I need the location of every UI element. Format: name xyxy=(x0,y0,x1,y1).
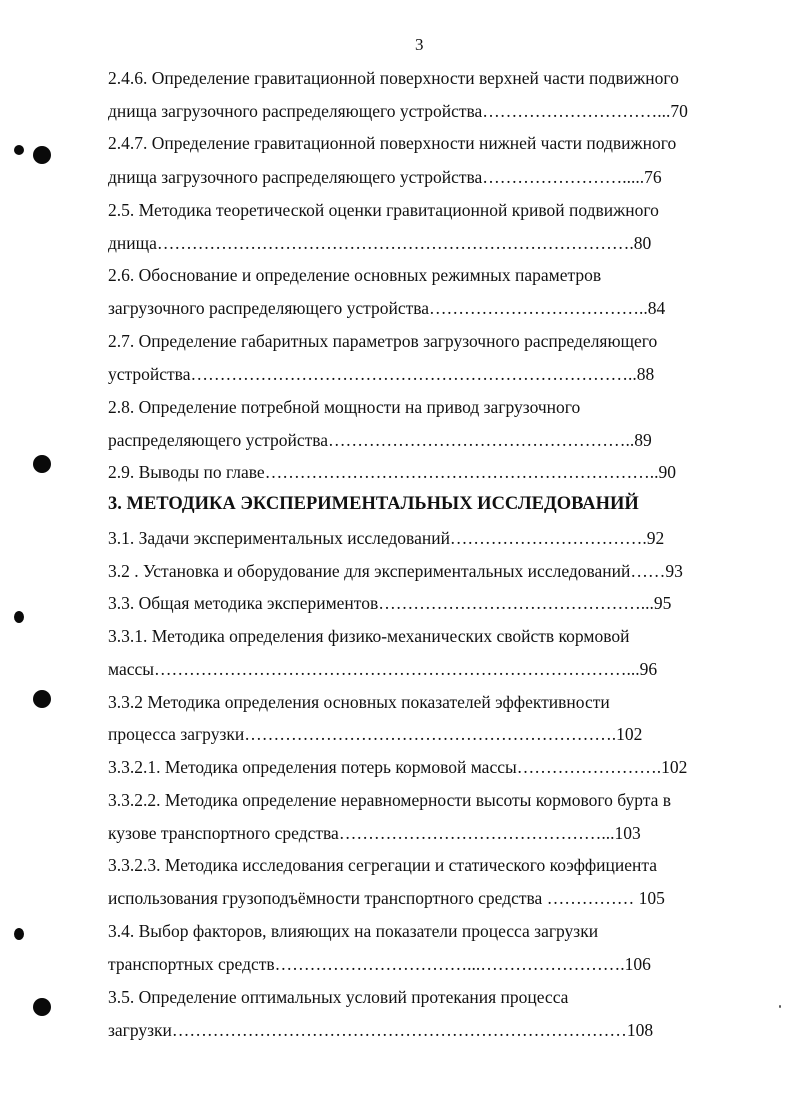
toc-line: 3.1. Задачи экспериментальных исследований…………………………….92 xyxy=(108,528,665,548)
toc-line: днища загрузочного распределяющего устройства…………………….....76 xyxy=(108,167,662,187)
toc-line: использования грузоподъёмности транспортного средства …………… 105 xyxy=(108,888,665,908)
toc-line: 3.2 . Установка и оборудование для экспериментальных исследований……93 xyxy=(108,561,683,581)
toc-line: 2.4.6. Определение гравитационной поверхности верхней части подвижного xyxy=(108,68,679,88)
scan-speck-mark xyxy=(779,1005,781,1008)
toc-line: 3.3. Общая методика экспериментов………………………………………...95 xyxy=(108,593,672,613)
punch-hole-mark xyxy=(33,146,51,164)
toc-line: 3.3.2.2. Методика определение неравномерности высоты кормового бурта в xyxy=(108,790,672,810)
toc-line: 3.3.2 Методика определения основных показателей эффективности xyxy=(108,692,610,712)
toc-line: 2.9. Выводы по главе…………………………………………………………..90 xyxy=(108,462,676,482)
toc-line: 3.3.1. Методика определения физико-механических свойств кормовой xyxy=(108,626,630,646)
punch-hole-mark xyxy=(14,928,24,940)
toc-line: загрузочного распределяющего устройства………………………………..84 xyxy=(108,298,666,318)
toc-line: 3.5. Определение оптимальных условий протекания процесса xyxy=(108,987,569,1007)
toc-line: процесса загрузки……………………………………………………….102 xyxy=(108,724,643,744)
toc-line: 2.7. Определение габаритных параметров загрузочного распределяющего xyxy=(108,331,658,351)
toc-line: распределяющего устройства……………………………………………..89 xyxy=(108,430,652,450)
punch-hole-mark xyxy=(14,611,24,623)
toc-line: кузове транспортного средства………………………………………...103 xyxy=(108,823,641,843)
punch-hole-mark xyxy=(33,690,51,708)
punch-hole-mark xyxy=(14,145,24,155)
punch-hole-mark xyxy=(33,998,51,1016)
toc-line: 2.4.7. Определение гравитационной поверхности нижней части подвижного xyxy=(108,133,677,153)
toc-line: транспортных средств……………………………...…………………….106 xyxy=(108,954,651,974)
punch-hole-mark xyxy=(33,455,51,473)
toc-line: устройства…………………………………………………………………..88 xyxy=(108,364,655,384)
section-heading: 3. МЕТОДИКА ЭКСПЕРИМЕНТАЛЬНЫХ ИССЛЕДОВАНИЙ xyxy=(108,494,639,514)
toc-line: 3.3.2.3. Методика исследования сегрегации и статического коэффициента xyxy=(108,855,658,875)
toc-line: массы………………………………………………………………………...96 xyxy=(108,659,658,679)
toc-line: 2.6. Обоснование и определение основных режимных параметров xyxy=(108,265,602,285)
page-number: 3 xyxy=(415,35,424,54)
toc-line: 2.8. Определение потребной мощности на привод загрузочного xyxy=(108,397,581,417)
toc-line: днища……………………………………………………………………….80 xyxy=(108,233,652,253)
toc-line: загрузки……………………………………………………………………108 xyxy=(108,1020,654,1040)
toc-line: 3.4. Выбор факторов, влияющих на показатели процесса загрузки xyxy=(108,921,599,941)
toc-line: 3.3.2.1. Методика определения потерь кормовой массы…………………….102 xyxy=(108,757,688,777)
toc-line: 2.5. Методика теоретической оценки гравитационной кривой подвижного xyxy=(108,200,659,220)
toc-line: днища загрузочного распределяющего устройства…………………………...70 xyxy=(108,101,688,121)
